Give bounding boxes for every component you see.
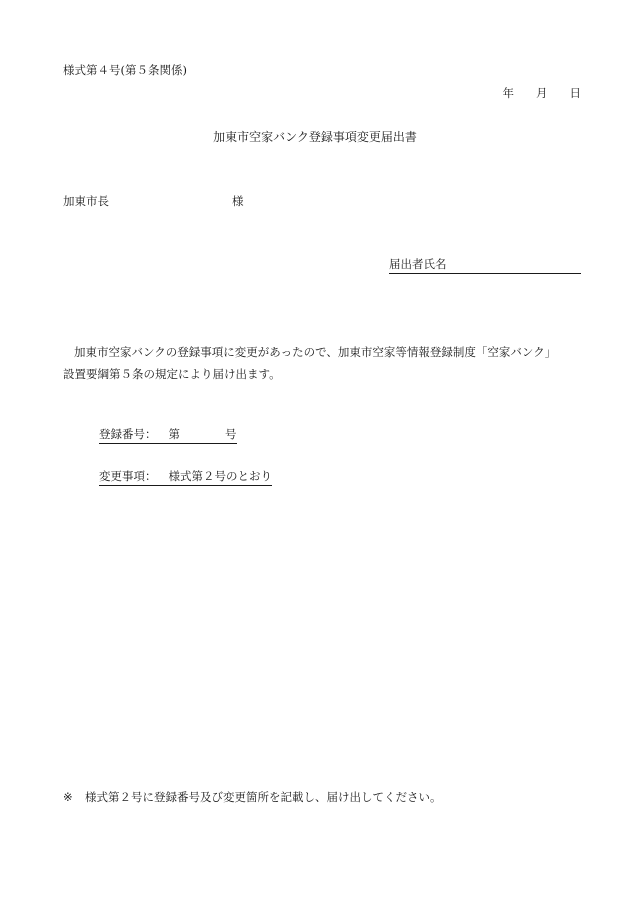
date-year: 年 [502,86,514,100]
addressee-honorific: 様 [232,194,244,208]
body-text [63,341,583,385]
addressee-name: 加東市長 [63,194,109,208]
registration-label: 登録番号： [99,427,157,441]
note-text: 様式第２号に登録番号及び変更箇所を記載し、届け出してください。 [85,790,442,804]
change-items-field[interactable] [99,468,272,486]
body-line-2: 設置要綱第５条の規定により届け出ます。 [63,367,281,381]
applicant-name-label: 届出者氏名 [389,257,447,271]
applicant-name-field[interactable] [389,256,581,274]
form-number: 様式第４号(第５条関係) [63,63,187,77]
note-mark: ※ [63,790,73,804]
change-label: 変更事項： [99,469,157,483]
change-value: 様式第２号のとおり [168,469,272,483]
date-month: 月 [536,86,548,100]
registration-prefix: 第 [168,427,180,441]
document-title: 加東市空家バンク登録事項変更届出書 [213,130,417,144]
registration-suffix: 号 [225,427,237,441]
body-line-1: 加東市空家バンクの登録事項に変更があったので、加東市空家等情報登録制度「空家バンク」 [74,345,557,359]
registration-number-field[interactable] [99,426,237,444]
footnote [63,789,442,805]
date-day: 日 [569,86,581,100]
date-line [503,85,582,101]
